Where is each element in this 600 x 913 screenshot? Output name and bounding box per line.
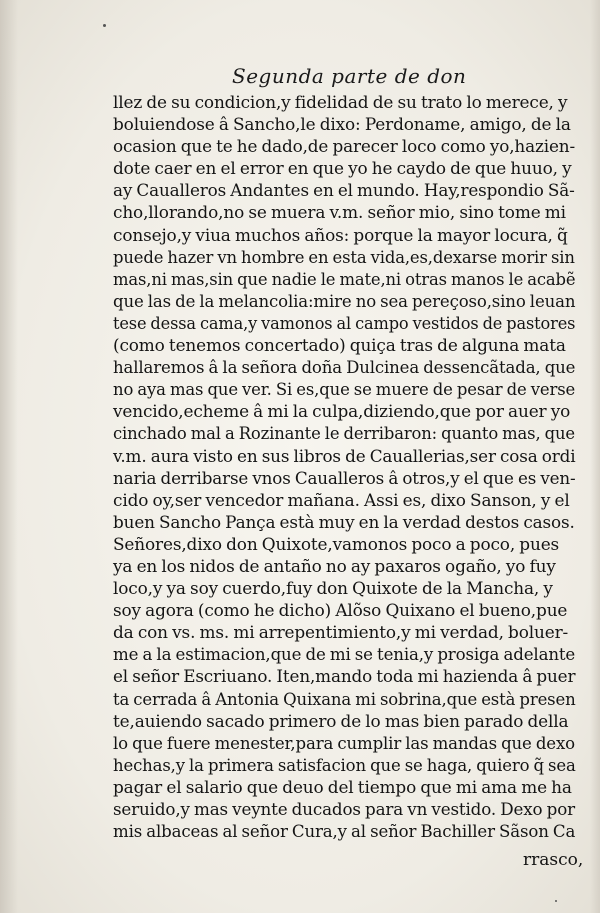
text-line: puede hazer vn hombre en esta vida,es,dexarse morir sin: [113, 247, 575, 268]
text-line: loco,y ya soy cuerdo,fuy don Quixote de la Mancha, y: [113, 579, 553, 600]
text-line: da con vs. ms. mi arrepentimiento,y mi verdad, boluer-: [113, 623, 569, 644]
text-line: el señor Escriuano. Iten,mando toda mi hazienda â puer: [113, 667, 576, 688]
text-line: naria derribarse vnos Caualleros â otros,y el que es ven-: [113, 468, 576, 489]
text-line: que las de la melancolia:mire no sea pereçoso,sino leuan: [113, 291, 576, 312]
text-line: ta cerrada â Antonia Quixana mi sobrina,que està presen: [113, 689, 576, 710]
catchword: rrasco,: [523, 850, 584, 870]
text-line: cido oy,ser vencedor mañana. Assi es, dixo Sanson, y el: [113, 490, 570, 511]
text-line: ay Caualleros Andantes en el mundo. Hay,respondio Sã-: [113, 181, 575, 202]
page-edge-shadow: [590, 0, 600, 913]
text-line: mas,ni mas,sin que nadie le mate,ni otras manos le acabẽ: [113, 269, 576, 290]
text-line: hechas,y la primera satisfacion que se haga, quiero q̃ sea: [113, 755, 576, 776]
text-line: llez de su condicion,y fidelidad de su trato lo merece, y: [113, 93, 568, 113]
text-line: pagar el salario que deuo del tiempo que mi ama me ha: [113, 777, 572, 798]
text-line: hallaremos â la señora doña Dulcinea dessencãtada, que: [113, 358, 576, 379]
text-line: tese dessa cama,y vamonos al campo vestidos de pastores: [113, 313, 576, 334]
text-line: lo que fuere menester,para cumplir las mandas que dexo: [113, 733, 575, 754]
text-line: v.m. aura visto en sus libros de Cauallerias,ser cosa ordi: [113, 446, 576, 467]
text-line: te,auiendo sacado primero de lo mas bien parado della: [113, 711, 569, 732]
text-line: ya en los nidos de antaño no ay paxaros ogaño, yo fuy: [113, 556, 556, 577]
text-line: me a la estimacion,que de mi se tenia,y prosiga adelante: [113, 645, 576, 666]
text-line: (como tenemos concertado) quiça tras de alguna mata: [113, 336, 566, 357]
text-line: consejo,y viua muchos años: porque la mayor locura, q̃: [113, 225, 568, 246]
text-line: soy agora (como he dicho) Alõso Quixano el bueno,pue: [113, 601, 568, 622]
text-line: buen Sancho Pança està muy en la verdad destos casos.: [113, 512, 575, 533]
paper-speck: [555, 900, 557, 902]
text-line: dote caer en el error en que yo he caydo de que huuo, y: [113, 159, 572, 180]
paper-speck: [103, 24, 106, 27]
text-line: Señores,dixo don Quixote,vamonos poco a poco, pues: [113, 534, 560, 555]
text-line: seruido,y mas veynte ducados para vn vestido. Dexo por: [113, 800, 575, 820]
text-line: ocasion que te he dado,de parecer loco como yo,hazien-: [113, 137, 575, 158]
page-gutter-shadow: [0, 0, 18, 913]
text-line: no aya mas que ver. Si es,que se muere de pesar de verse: [113, 380, 576, 401]
text-line: vencido,echeme â mi la culpa,diziendo,que por auer yo: [113, 402, 571, 423]
body-text: [113, 92, 583, 843]
text-line: cinchado mal a Rozinante le derribaron: quanto mas, que: [113, 424, 575, 445]
text-line: mis albaceas al señor Cura,y al señor Bachiller Sãson Ca: [113, 822, 576, 843]
text-line: cho,llorando,no se muera v.m. señor mio, sino tome mi: [113, 203, 566, 224]
running-head: Segunda parte de don: [232, 64, 467, 88]
text-line: boluiendose â Sancho,le dixo: Perdoname, amigo, de la: [113, 115, 571, 136]
